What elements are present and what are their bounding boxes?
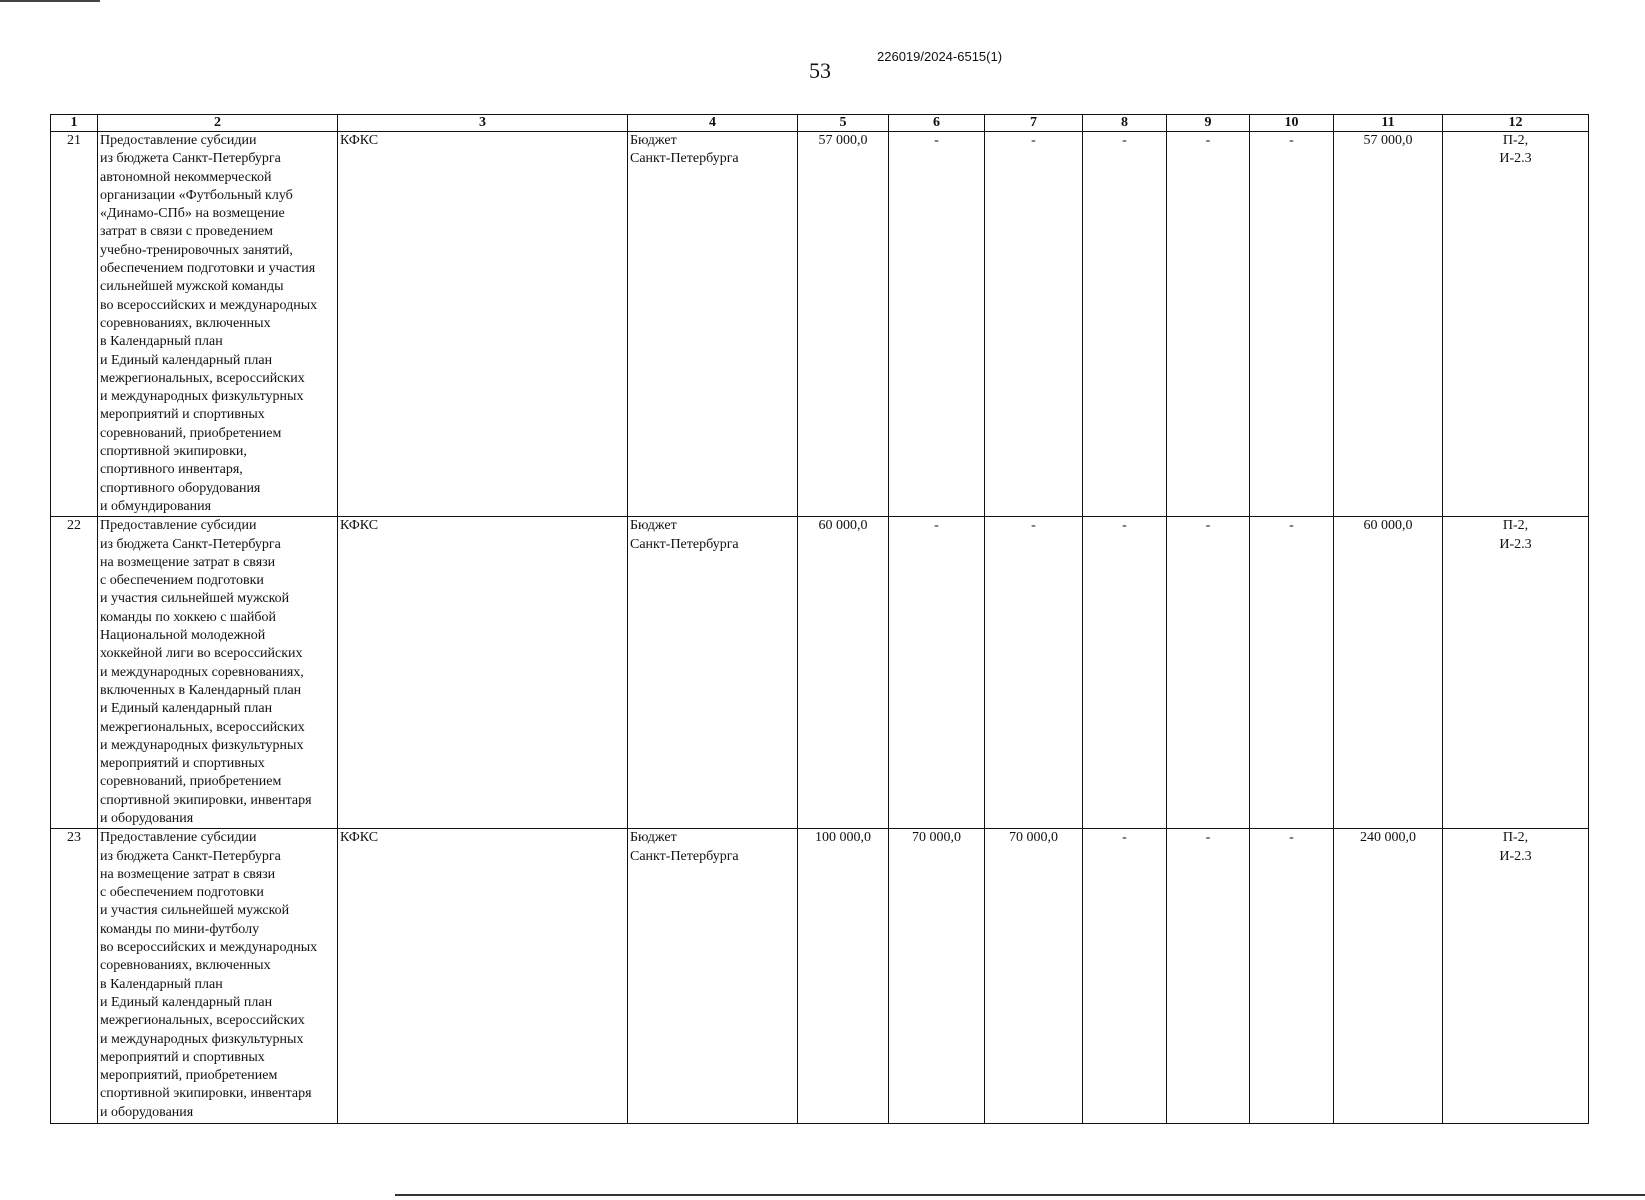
column-header: 6 xyxy=(889,115,985,132)
amount-cell: - xyxy=(985,132,1083,517)
amount-cell: - xyxy=(1250,829,1334,1124)
measure-description: Предоставление субсидии из бюджета Санкт-Петербурга на возмещение затрат в связи с обеспечением подготовки и участия сильнейшей мужской команды по хоккею с шайбой Национальной молодежной хоккейной лиги во всероссийских и международных соревнованиях, включенных в Календарный план и Единый календарный план межрегиональных, всероссийских и международных физкультурных мероприятий и спортивных соревнований, приобретением спортивной экипировки, инвентаря и оборудования xyxy=(98,517,338,829)
amount-cell: - xyxy=(1167,517,1250,829)
table-row xyxy=(51,132,1589,517)
column-header: 12 xyxy=(1443,115,1589,132)
amount-cell: 70 000,0 xyxy=(889,829,985,1124)
column-header: 4 xyxy=(628,115,798,132)
amount-cell: 60 000,0 xyxy=(798,517,889,829)
scan-edge-bottom xyxy=(395,1194,1645,1196)
column-header: 3 xyxy=(338,115,628,132)
amount-cell: - xyxy=(1083,829,1167,1124)
amount-cell: - xyxy=(1250,132,1334,517)
amount-cell: - xyxy=(889,517,985,829)
amount-cell: - xyxy=(889,132,985,517)
amount-cell: 100 000,0 xyxy=(798,829,889,1124)
column-header: 9 xyxy=(1167,115,1250,132)
amount-cell: - xyxy=(1167,132,1250,517)
executor-cell: КФКС xyxy=(338,132,628,517)
row-number: 21 xyxy=(51,132,98,517)
page-number: 53 xyxy=(809,58,831,83)
amount-cell: - xyxy=(1167,829,1250,1124)
amount-cell: 57 000,0 xyxy=(798,132,889,517)
amount-cell: - xyxy=(1083,132,1167,517)
document-registration-stamp: 226019/2024-6515(1) xyxy=(877,49,1003,64)
budget-table xyxy=(50,114,1589,1124)
column-header: 8 xyxy=(1083,115,1167,132)
column-header: 2 xyxy=(98,115,338,132)
table-row xyxy=(51,829,1589,1124)
funding-source-cell: Бюджет Санкт-Петербурга xyxy=(628,132,798,517)
indicator-code-cell: П-2, И-2.3 xyxy=(1443,132,1589,517)
executor-cell: КФКС xyxy=(338,829,628,1124)
amount-cell: - xyxy=(1083,517,1167,829)
executor-cell: КФКС xyxy=(338,517,628,829)
total-cell: 240 000,0 xyxy=(1334,829,1443,1124)
indicator-code-cell: П-2, И-2.3 xyxy=(1443,829,1589,1124)
column-header: 7 xyxy=(985,115,1083,132)
column-header: 1 xyxy=(51,115,98,132)
table-row xyxy=(51,517,1589,829)
column-header: 10 xyxy=(1250,115,1334,132)
row-number: 22 xyxy=(51,517,98,829)
funding-source-cell: Бюджет Санкт-Петербурга xyxy=(628,517,798,829)
column-header: 5 xyxy=(798,115,889,132)
amount-cell: 70 000,0 xyxy=(985,829,1083,1124)
amount-cell: - xyxy=(1250,517,1334,829)
total-cell: 57 000,0 xyxy=(1334,132,1443,517)
column-header: 11 xyxy=(1334,115,1443,132)
column-number-row xyxy=(51,115,1589,132)
row-number: 23 xyxy=(51,829,98,1124)
amount-cell: - xyxy=(985,517,1083,829)
total-cell: 60 000,0 xyxy=(1334,517,1443,829)
scan-edge-top xyxy=(0,0,100,2)
measure-description: Предоставление субсидии из бюджета Санкт-Петербурга на возмещение затрат в связи с обеспечением подготовки и участия сильнейшей мужской команды по мини-футболу во всероссийских и международных соревнованиях, включенных в Календарный план и Единый календарный план межрегиональных, всероссийских и международных физкультурных мероприятий и спортивных мероприятий, приобретением спортивной экипировки, инвентаря и оборудования xyxy=(98,829,338,1124)
funding-source-cell: Бюджет Санкт-Петербурга xyxy=(628,829,798,1124)
indicator-code-cell: П-2, И-2.3 xyxy=(1443,517,1589,829)
measure-description: Предоставление субсидии из бюджета Санкт-Петербурга автономной некоммерческой организации «Футбольный клуб «Динамо-СПб» на возмещение затрат в связи с проведением учебно-тренировочных занятий, обеспечением подготовки и участия сильнейшей мужской команды во всероссийских и международных соревнованиях, включенных в Календарный план и Единый календарный план межрегиональных, всероссийских и международных физкультурных мероприятий и спортивных соревнований, приобретением спортивной экипировки, спортивного инвентаря, спортивного оборудования и обмундирования xyxy=(98,132,338,517)
